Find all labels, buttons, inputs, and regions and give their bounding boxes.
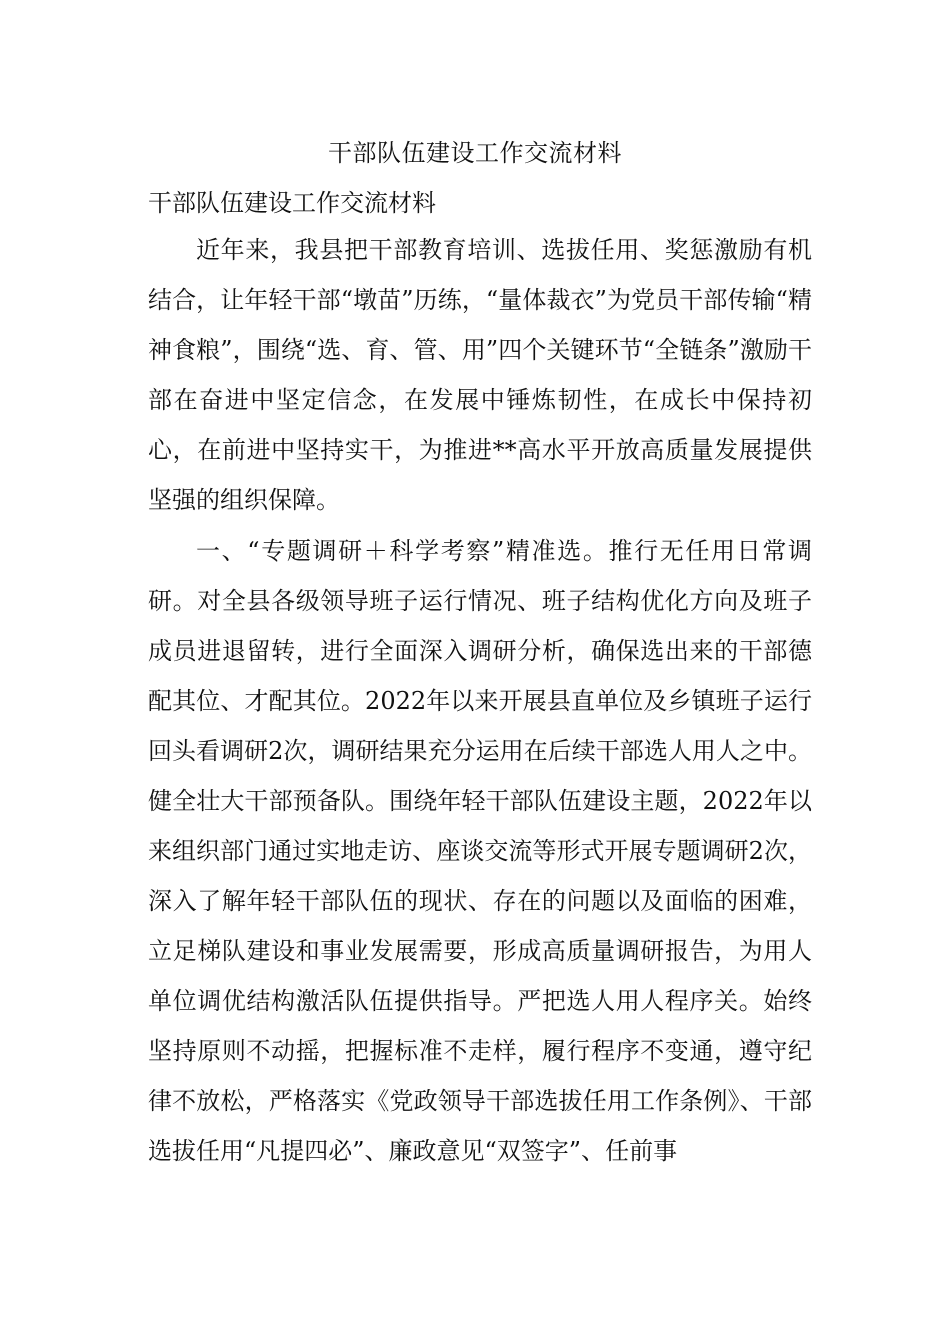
- paragraph-intro: 近年来，我县把干部教育培训、选拔任用、奖惩激励有机结合，让年轻干部“墩苗”历练，“量体裁衣”为党员干部传输“精神食粮”，围绕“选、育、管、用”四个关键环节“全链条”激励干部在奋进中坚定信念，在发展中锤炼韧性，在成长中保持初心，在前进中坚持实干，为推进**高水平开放高质量发展提供坚强的组织保障。: [148, 236, 812, 514]
- paragraph-section-one: 一、“专题调研＋科学考察”精准选。推行无任用日常调研。对全县各级领导班子运行情况、班子结构优化方向及班子成员进退留转，进行全面深入调研分析，确保选出来的干部德配其位、才配其位。2022年以来开展县直单位及乡镇班子运行回头看调研2次，调研结果充分运用在后续干部选人用人之中。健全壮大干部预备队。围绕年轻干部队伍建设主题，2022年以来组织部门通过实地走访、座谈交流等形式开展专题调研2次，深入了解年轻干部队伍的现状、存在的问题以及面临的困难，立足梯队建设和事业发展需要，形成高质量调研报告，为用人单位调优结构激活队伍提供指导。严把选人用人程序关。始终坚持原则不动摇，把握标准不走样，履行程序不变通，遵守纪律不放松，严格落实《党政领导干部选拔任用工作条例》、干部选拔任用“凡提四必”、廉政意见“双签字”、任前事: [148, 537, 812, 1165]
- document-title: 干部队伍建设工作交流材料: [328, 139, 622, 167]
- document-subtitle: 干部队伍建设工作交流材料: [148, 189, 436, 217]
